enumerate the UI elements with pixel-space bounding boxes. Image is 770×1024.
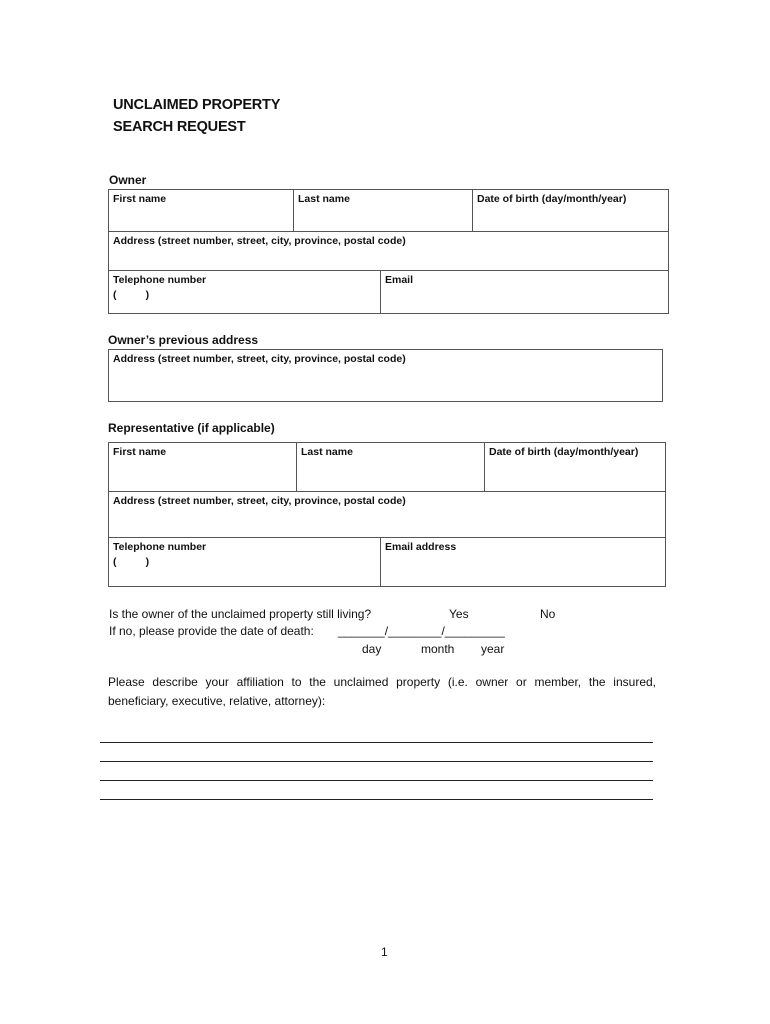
representative-section-label: Representative (if applicable) [108, 421, 275, 435]
affiliation-answer-line[interactable] [100, 761, 653, 762]
owner-section-label: Owner [109, 173, 147, 187]
owner-telephone-field[interactable] [108, 270, 381, 314]
owner-email-field[interactable] [380, 270, 669, 314]
owner-last-name-label: Last name [298, 193, 350, 205]
owner-address-label: Address (street number, street, city, province, postal code) [113, 235, 406, 247]
affiliation-answer-line[interactable] [100, 742, 653, 743]
rep-address-label: Address (street number, street, city, province, postal code) [113, 495, 406, 507]
rep-email-label: Email address [385, 541, 457, 553]
rep-telephone-area-code: ( ) [113, 556, 150, 568]
living-no-option[interactable]: No [540, 607, 556, 621]
affiliation-answer-line[interactable] [100, 799, 653, 800]
death-date-field[interactable]: _______/________/_________ [338, 624, 505, 638]
rep-last-name-label: Last name [301, 446, 353, 458]
owner-dob-label: Date of birth (day/month/year) [477, 193, 627, 205]
death-date-month-label: month [421, 642, 455, 656]
rep-last-name-field[interactable] [296, 442, 485, 492]
affiliation-prompt-line-2: beneficiary, executive, relative, attorney): [108, 694, 326, 708]
form-title-line-1: UNCLAIMED PROPERTY [113, 97, 281, 113]
owner-address-field[interactable] [108, 231, 669, 271]
death-date-day-label: day [362, 642, 382, 656]
living-question: Is the owner of the unclaimed property still living? [109, 607, 372, 621]
previous-address-section-label: Owner’s previous address [108, 333, 259, 347]
form-title [113, 94, 280, 138]
owner-telephone-area-code: ( ) [113, 289, 150, 301]
rep-dob-label: Date of birth (day/month/year) [489, 446, 639, 458]
rep-address-field[interactable] [108, 491, 666, 538]
owner-last-name-field[interactable] [293, 189, 473, 232]
previous-address-label: Address (street number, street, city, province, postal code) [113, 353, 406, 365]
form-title-line-2: SEARCH REQUEST [113, 119, 246, 135]
affiliation-prompt-line-1: Please describe your affiliation to the unclaimed property (i.e. owner or member, the insured, [108, 675, 656, 689]
owner-telephone-label: Telephone number [113, 274, 207, 286]
death-date-year-label: year [481, 642, 505, 656]
rep-first-name-field[interactable] [108, 442, 297, 492]
death-date-prompt: If no, please provide the date of death: [109, 624, 314, 638]
page-number: 1 [381, 945, 388, 959]
rep-first-name-label: First name [113, 446, 167, 458]
owner-first-name-field[interactable] [108, 189, 294, 232]
rep-dob-field[interactable] [484, 442, 666, 492]
living-yes-option[interactable]: Yes [449, 607, 469, 621]
previous-address-field[interactable] [108, 349, 663, 402]
owner-first-name-label: First name [113, 193, 167, 205]
rep-telephone-field[interactable] [108, 537, 381, 587]
owner-dob-field[interactable] [472, 189, 669, 232]
rep-telephone-label: Telephone number [113, 541, 207, 553]
affiliation-answer-line[interactable] [100, 780, 653, 781]
owner-email-label: Email [385, 274, 414, 286]
rep-email-field[interactable] [380, 537, 666, 587]
